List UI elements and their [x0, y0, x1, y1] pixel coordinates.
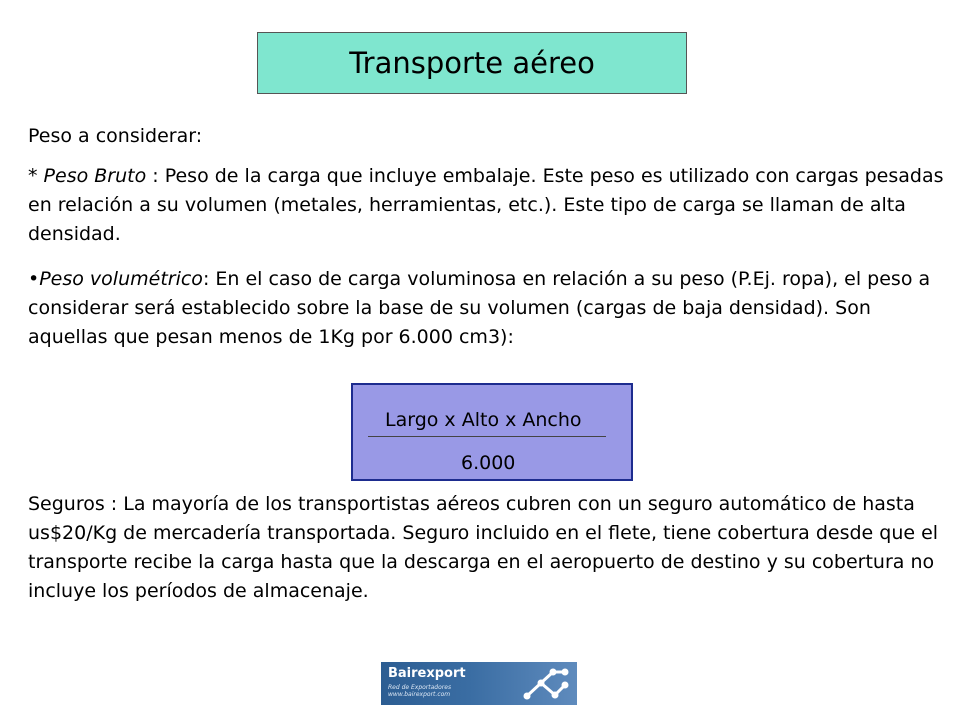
title-box — [257, 32, 687, 94]
logo-subtitle — [388, 684, 451, 698]
bairexport-logo — [381, 662, 577, 705]
term-peso-bruto: Peso Bruto — [43, 165, 147, 187]
section-heading: Peso a considerar: — [28, 125, 203, 147]
logo-subtitle-line2: www.bairexport.com — [388, 691, 451, 698]
content-body — [28, 122, 946, 352]
paragraph-peso-volumetrico — [28, 265, 946, 352]
page-title: Transporte aéreo — [349, 46, 595, 80]
network-nodes-icon — [521, 665, 571, 702]
bullet-prefix: * — [28, 165, 44, 187]
term-peso-volumetrico: Peso volumétrico — [39, 268, 203, 290]
peso-volumetrico-text: : En el caso de carga voluminosa en relación a su peso (P.Ej. ropa), el peso a considerar será establecido sobre la base de su volumen (cargas de baja densidad). Son aquellas que pesan menos de 1Kg por 6.000 cm3): — [28, 268, 931, 348]
paragraph-seguros: Seguros : La mayoría de los transportistas aéreos cubren con un seguro automático de hasta us$20/Kg de mercadería transportada. Seguro incluido en el flete, tiene cobertura desde que el transporte recibe la carga hasta que la descarga en el aeropuerto de destino y su cobertura no incluye los períodos de almacenaje. — [28, 493, 939, 602]
formula-denominator: 6.000 — [461, 452, 516, 474]
paragraph-peso-bruto — [28, 162, 946, 249]
formula-numerator: Largo x Alto x Ancho — [385, 409, 582, 431]
fraction-line — [368, 436, 606, 437]
peso-bruto-text: : Peso de la carga que incluye embalaje. Este peso es utilizado con cargas pesadas en relación a su volumen (metales, herramientas, etc.). Este tipo de carga se llaman de alta densidad. — [28, 165, 944, 245]
formula-box — [351, 383, 633, 481]
bullet-icon: • — [28, 268, 40, 290]
logo-name: Bairexport — [388, 666, 466, 681]
logo-subtitle-line1: Red de Exportadores — [388, 684, 452, 691]
